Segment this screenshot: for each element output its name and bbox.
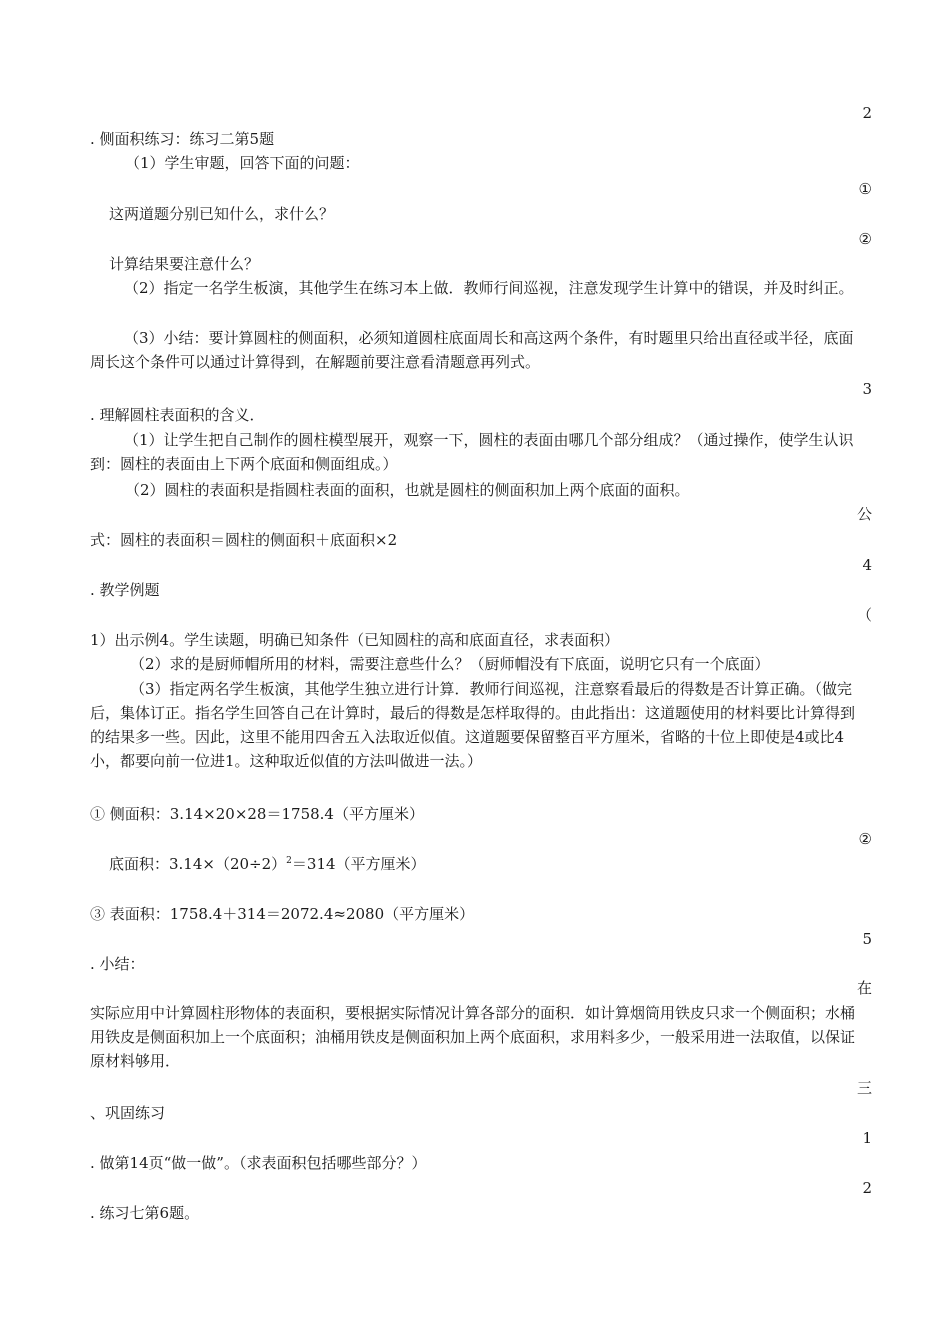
practice-number-2: 2 [862,1179,872,1197]
section-number-3: 3 [862,380,872,398]
circled-number-1: ① [858,180,872,198]
practice-number-1: 1 [862,1129,872,1147]
question-1: 这两道题分别已知什么，求什么？ [109,205,335,223]
section-heading-example: . 教学例题 [90,581,160,599]
formula-base-area [109,852,426,876]
example-step-2: （2）求的是厨师帽所用的材料，需要注意些什么？（厨师帽没有下底面，说明它只有一个底面） [130,655,770,673]
formula-base-area-part2: ＝314（平方厘米） [291,855,426,873]
definition-line: （2）圆柱的表面积是指圆柱表面的面积，也就是圆柱的侧面积加上两个底面的面积。 [125,481,690,499]
practice-item-2: . 练习七第6题。 [90,1204,200,1222]
circled-number-2: ② [858,230,872,248]
formula-line: 式：圆柱的表面积＝圆柱的侧面积＋底面积×2 [90,531,398,549]
example-step-1: 1）出示例4。学生读题，明确已知条件（已知圆柱的高和底面直径，求表面积） [90,631,620,649]
model-paragraph: （1）让学生把自己制作的圆柱模型展开，观察一下，圆柱的表面由哪几个部分组成？（通过操作，使学生认识到：圆柱的表面由上下两个底面和侧面组成。） [90,431,854,473]
section-heading-surface-area: . 理解圆柱表面积的含义． [90,406,265,424]
step-2-paragraph: （2）指定一名学生板演，其他学生在练习本上做．教师行间巡视，注意发现学生计算中的错误，并及时纠正。 [124,279,854,297]
formula-lateral-area: ① 侧面积：3.14×20×28＝1758.4（平方厘米） [90,805,424,823]
formula-base-area-exponent: 2 [286,856,292,866]
summary-prefix: 在 [856,979,872,997]
section-number-2: 2 [862,104,872,122]
section-number-5: 5 [862,930,872,948]
summary-paragraph: （3）小结：要计算圆柱的侧面积，必须知道圆柱底面周长和高这两个条件，有时题里只给出直径或半径，底面周长这个条件可以通过计算得到，在解题前要注意看清题意再列式。 [90,329,854,371]
open-paren: （ [856,606,872,624]
section-number-4: 4 [862,556,872,574]
formula-base-area-part1: 底面积：3.14×（20÷2） [109,855,287,873]
chapter-number-3: 三 [856,1079,872,1097]
section-heading-practice: 、巩固练习 [90,1104,166,1122]
formula-surface-area: ③ 表面积：1758.4＋314＝2072.4≈2080（平方厘米） [90,905,475,923]
example-step-3-paragraph: （3）指定两名学生板演，其他学生独立进行计算．教师行间巡视，注意察看最后的得数是否计算正确。（做完后，集体订正。指名学生回答自己在计算时，最后的得数是怎样取得的。由此指出：这道题使用的材料要比计算得到的结果多一些。因此，这里不能用四舍五入法取近似值。这道题要保留整百平方厘米，省略的十位上即使是4或比4小，都要向前一位进1。这种取近似值的方法叫做进一法。） [90,680,856,770]
circled-number-2b: ② [858,830,872,848]
formula-prefix: 公 [856,505,872,523]
step-1: （1）学生审题，回答下面的问题： [125,154,360,172]
section-heading-lateral-area: . 侧面积练习：练习二第5题 [90,130,275,148]
question-2: 计算结果要注意什么？ [109,255,260,273]
practice-item-1: . 做第14页“做一做”。（求表面积包括哪些部分？） [90,1154,427,1172]
summary-body-paragraph: 实际应用中计算圆柱形物体的表面积，要根据实际情况计算各部分的面积．如计算烟筒用铁皮只求一个侧面积；水桶用铁皮是侧面积加上一个底面积；油桶用铁皮是侧面积加上两个底面积，求用料多少，一般采用进一法取值，以保证原材料够用． [90,1004,856,1070]
section-heading-summary: . 小结： [90,955,145,973]
